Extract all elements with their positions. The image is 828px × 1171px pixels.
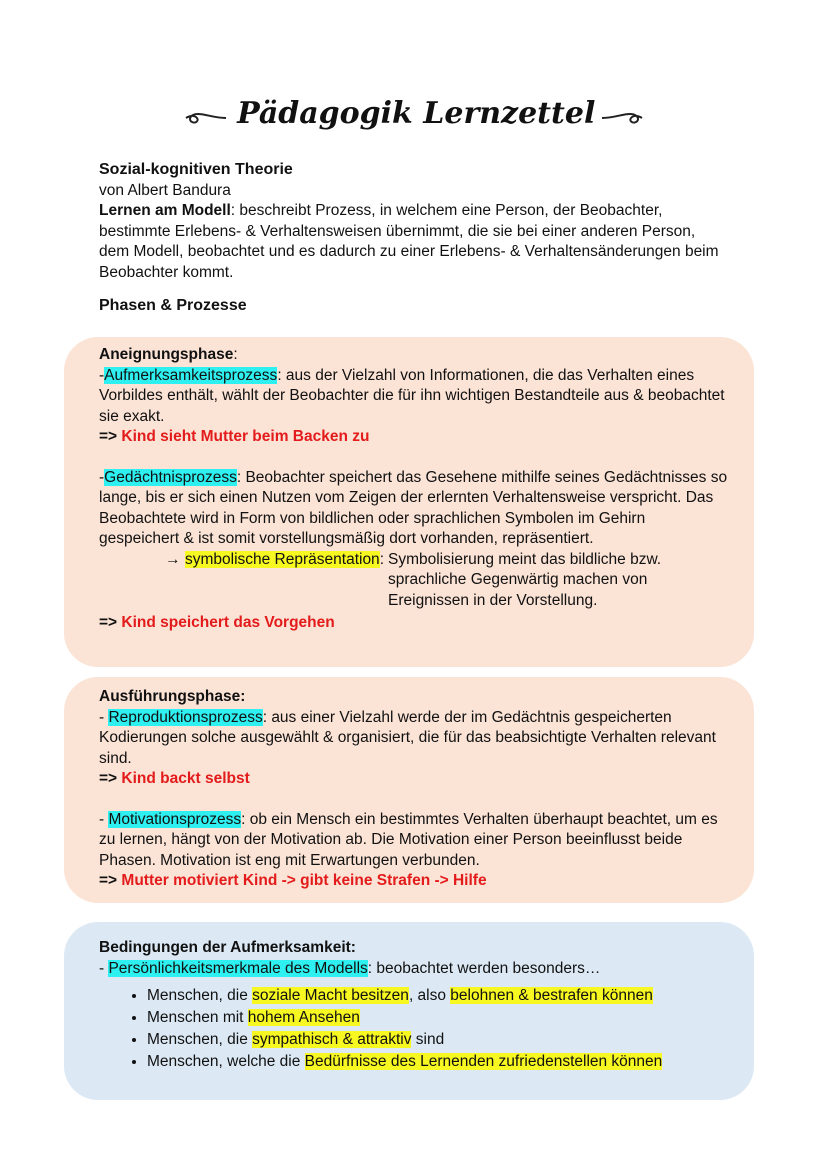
aufmerksamkeit-paragraph bbox=[99, 366, 729, 428]
bedingungen-content bbox=[99, 938, 729, 1073]
example-4 bbox=[99, 871, 729, 892]
aufmerksamkeitsprozess-term: Aufmerksamkeitsprozess bbox=[104, 366, 278, 384]
ausfuehrung-heading: Ausführungsphase: bbox=[99, 688, 246, 705]
intro-term: Lernen am Modell bbox=[99, 202, 231, 219]
ausfuehrungsphase-content bbox=[99, 687, 729, 892]
list-item: • Menschen, die sympathisch & attraktiv sind bbox=[147, 1029, 729, 1051]
colon: : bbox=[379, 550, 384, 568]
gedaechtnis-paragraph bbox=[99, 468, 729, 550]
dash: - bbox=[99, 959, 109, 977]
intro-heading: Sozial-kognitiven Theorie bbox=[99, 161, 293, 178]
aneignung-heading bbox=[99, 345, 729, 366]
example-2 bbox=[99, 613, 729, 634]
arrow-marker: => bbox=[99, 872, 118, 889]
phases-heading: Phasen & Prozesse bbox=[99, 297, 247, 314]
highlight: belohnen & bestrafen können bbox=[450, 987, 653, 1004]
gedaechtnisprozess-term: Gedächtnisprozess bbox=[104, 468, 237, 486]
arrow-marker: => bbox=[99, 614, 118, 631]
intro-definition bbox=[99, 201, 729, 283]
motivationsprozess-term: Motivationsprozess bbox=[108, 810, 242, 828]
aneignung-heading-colon: : bbox=[233, 346, 238, 363]
reproduktion-text: : aus einer Vielzahl werde der im Gedächtnis gespeicherten Kodierungen solche ausgewählt & organisiert, die für das beabsichtigte Verhalten relevant sind. bbox=[99, 708, 716, 767]
title-area bbox=[0, 96, 828, 135]
intro-section bbox=[99, 160, 729, 317]
symbolische-repraesentation-term: symbolische Repräsentation bbox=[184, 550, 380, 568]
arrow-marker: => bbox=[99, 428, 118, 445]
list-item: • Menschen, die soziale Macht besitzen, also belohnen & bestrafen können bbox=[147, 985, 729, 1007]
aneignung-heading-text: Aneignungsphase bbox=[99, 346, 234, 363]
page-title: Pädagogik Lernzettel bbox=[237, 96, 596, 131]
symbolisierung-text: Symbolisierung meint das bildliche bzw. sprachliche Gegenwärtig machen von Ereignissen in der Vorstellung. bbox=[388, 550, 662, 609]
persoenlichkeitsmerkmale-term: Persönlichkeitsmerkmale des Modells bbox=[108, 959, 368, 977]
example-text: Mutter motiviert Kind -> gibt keine Strafen -> Hilfe bbox=[121, 872, 487, 889]
gedaechtnis-text: : Beobachter speichert das Gesehene mithilfe seines Gedächtnisses so lange, bis er sich einen Nutzen vom Zeigen der erlernten Verhaltensweise verspricht. Das Beobachtete wird in Form von bildlichen oder sprachlichen Symbolen im Gehirn gespeichert & ist somit vorstellungsmäßig dort vorhanden, repräsentiert. bbox=[99, 468, 728, 547]
highlight: soziale Macht besitzen bbox=[252, 987, 409, 1004]
bullet-list bbox=[99, 985, 729, 1073]
reproduktion-paragraph bbox=[99, 708, 729, 770]
motivation-paragraph bbox=[99, 810, 729, 872]
arrow-right-icon: → bbox=[165, 550, 181, 568]
example-1 bbox=[99, 427, 729, 448]
dash: - bbox=[99, 366, 105, 384]
symbolische-repraesentation-row bbox=[99, 550, 729, 612]
list-item: • Menschen, welche die Bedürfnisse des Lernenden zufriedenstellen können bbox=[147, 1051, 729, 1073]
dash: - bbox=[99, 468, 105, 486]
example-text: Kind backt selbst bbox=[121, 770, 250, 787]
example-text: Kind sieht Mutter beim Backen zu bbox=[121, 428, 370, 445]
highlight: hohem Ansehen bbox=[247, 1009, 360, 1026]
flourish-right-icon bbox=[600, 102, 644, 135]
motivation-text: : ob ein Mensch ein bestimmtes Verhalten überhaupt beachtet, um es zu lernen, hängt von der Motivation ab. Die Motivation einer Person beeinflusst beide Phasen. Motivation ist eng mit Erwartungen verbunden. bbox=[99, 810, 718, 869]
persoenlichkeit-paragraph bbox=[99, 959, 729, 980]
aneignungsphase-content bbox=[99, 345, 729, 634]
reproduktionsprozess-term: Reproduktionsprozess bbox=[108, 708, 263, 726]
intro-author: von Albert Bandura bbox=[99, 181, 231, 199]
bedingungen-heading: Bedingungen der Aufmerksamkeit: bbox=[99, 939, 356, 956]
dash: - bbox=[99, 708, 109, 726]
dash: - bbox=[99, 810, 109, 828]
arrow-marker: => bbox=[99, 770, 118, 787]
highlight: Bedürfnisse des Lernenden zufriedenstellen können bbox=[304, 1053, 663, 1070]
example-text: Kind speichert das Vorgehen bbox=[121, 614, 335, 631]
persoenlichkeit-text: : beobachtet werden besonders… bbox=[367, 959, 601, 977]
highlight: sympathisch & attraktiv bbox=[252, 1031, 412, 1048]
flourish-left-icon bbox=[184, 102, 237, 135]
aufmerksamkeit-text: : aus der Vielzahl von Informationen, die das Verhalten eines Vorbildes enthält, wählt der Beobachter die für ihn wichtigen Bestandteile aus & beobachtet sie exakt. bbox=[99, 366, 725, 425]
example-3 bbox=[99, 769, 729, 790]
list-item: • Menschen mit hohem Ansehen bbox=[147, 1007, 729, 1029]
intro-definition-text: : beschreibt Prozess, in welchem eine Person, der Beobachter, bestimmte Erlebens- & Verhaltensweisen übernimmt, die sie bei einer anderen Person, dem Modell, beobachtet und es dadurch zu einer Erlebens- & Verhaltensänderungen beim Beobachter kommt. bbox=[99, 202, 719, 281]
